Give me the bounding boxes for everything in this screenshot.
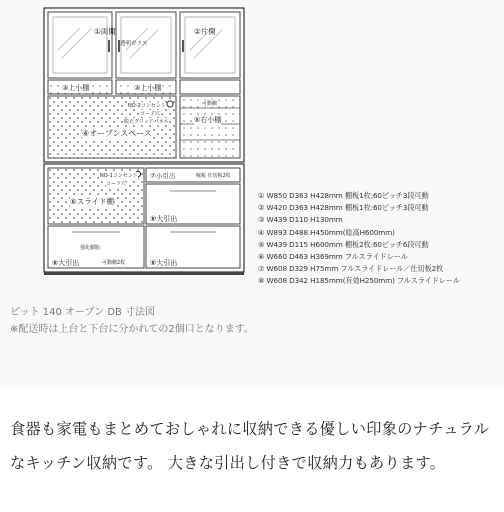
label-large-drawer-mid: ⑧大引出 bbox=[150, 215, 178, 223]
caption-note: ※配送時は上台と下台に分かれての2個口となります。 bbox=[10, 324, 254, 335]
label-right-small: ⑤右小棚 bbox=[194, 116, 222, 124]
spec-row: ⑥ W660 D463 H369mm フルスライドレール bbox=[258, 251, 408, 261]
label-slide-shelf: ⑥スライド棚 bbox=[70, 197, 114, 206]
label-large-drawer-bottom-note: 可動棚2枚 bbox=[102, 260, 126, 266]
label-small-drawer: ⑦小引出 bbox=[150, 172, 176, 180]
label-right-note: 可動棚 bbox=[202, 101, 218, 107]
spec-row: ③ W439 D110 H130mm bbox=[258, 215, 343, 225]
label-upper-drawer-left: ③上小棚 bbox=[62, 84, 90, 92]
spec-list bbox=[258, 190, 504, 288]
spec-row: ④ W893 D488 H450mm(総高H600mm) bbox=[258, 227, 395, 237]
label-left-door: ①両開 bbox=[94, 27, 116, 36]
spec-row: ⑦ W608 D329 H75mm フルスライドレール／仕切板2枚 bbox=[258, 264, 444, 274]
label-right-door: ②片開 bbox=[194, 27, 216, 36]
label-partition-note: 稼板 仕切板2枚 bbox=[196, 173, 231, 179]
label-glass-note: 透明ガラス bbox=[120, 41, 148, 47]
spec-row: ⑧ W608 D342 H185mm(有効H250mm) フルスライドレール bbox=[258, 276, 460, 286]
label-slide-outlet-2: コード穴 bbox=[106, 181, 127, 187]
label-outlet-2: コード穴 bbox=[140, 111, 161, 117]
label-oven-space: ④オーブンスペース bbox=[82, 129, 152, 138]
label-strength-note: 強化樹脂 bbox=[80, 245, 101, 251]
label-slide-outlet-1: NO-1コンセント bbox=[100, 173, 138, 179]
spec-row: ② W420 D363 H428mm 棚板1枚:60ピッチ3段可動 bbox=[258, 203, 429, 213]
label-upper-drawer-mid: ③上小棚 bbox=[134, 84, 162, 92]
spec-row: ⑤ W439 D115 H600mm 棚板2枚:60ピッチ6段可動 bbox=[258, 239, 429, 249]
label-large-drawer-right: ⑧大引出 bbox=[150, 259, 178, 267]
label-outlet-1: NO-2コンセント bbox=[128, 103, 166, 109]
caption-title: ピット 140 オープン DB 寸法図 bbox=[10, 307, 156, 318]
spec-row: ① W850 D363 H428mm 棚板1枚:60ピッチ3段可動 bbox=[258, 191, 429, 200]
glass-door-1 bbox=[48, 12, 112, 78]
product-description: 食器も家電もまとめておしゃれに収納できる優しい印象のナチュラルなキッチン収納です。 大きな引出し付きで収納力もあります。 bbox=[10, 420, 490, 472]
label-outlet-3: 脱衣グリッドパネル bbox=[124, 119, 169, 125]
label-large-drawer-left: ⑧大引出 bbox=[52, 259, 80, 267]
glass-door-3 bbox=[180, 12, 240, 78]
